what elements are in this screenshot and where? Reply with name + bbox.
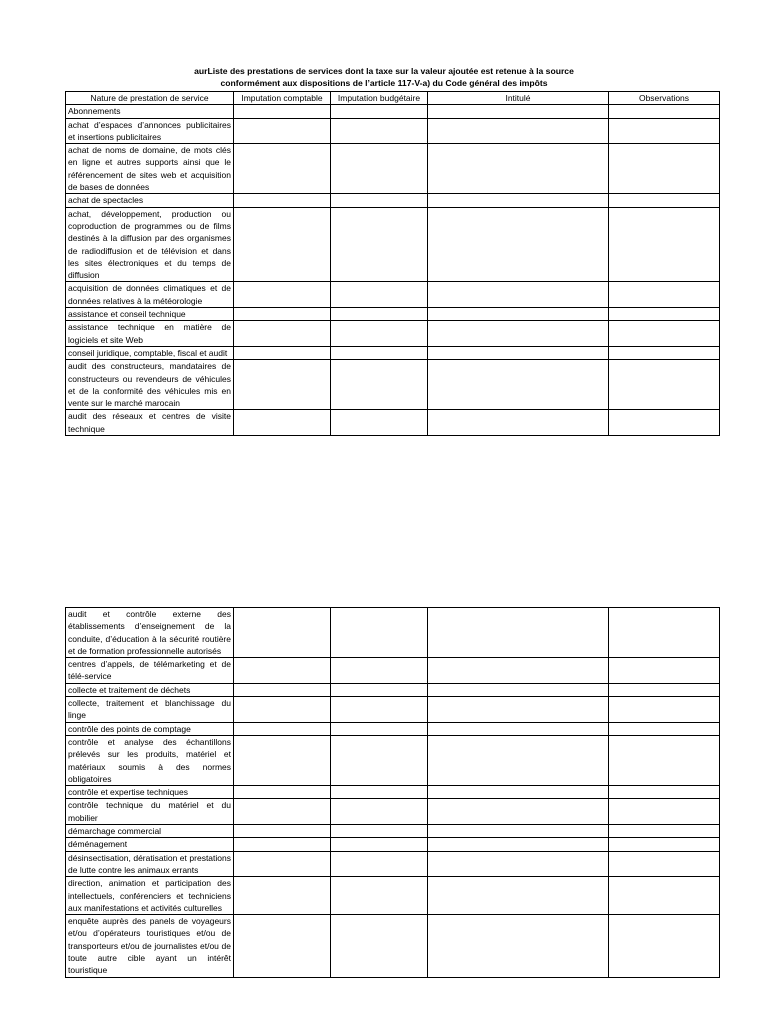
intitule-cell [428,786,609,799]
table-row [66,877,720,915]
imputation-comptable-cell [234,838,331,851]
imputation-budgetaire-cell [331,838,428,851]
imputation-comptable-cell [234,683,331,696]
service-nature-cell: collecte et traitement de déchets [66,683,234,696]
imputation-comptable-cell [234,321,331,347]
table-row [66,722,720,735]
intitule-cell [428,308,609,321]
imputation-budgetaire-cell [331,360,428,410]
imputation-comptable-cell [234,346,331,359]
service-nature-cell: audit des réseaux et centres de visite technique [66,410,234,436]
imputation-budgetaire-cell [331,697,428,723]
service-nature-cell: direction, animation et participation des intellectuels, conférenciers et techniciens aux manifestations et activités culturelles [66,877,234,915]
service-nature-cell: Abonnements [66,105,234,118]
imputation-comptable-cell [234,799,331,825]
intitule-cell [428,683,609,696]
observations-cell [609,308,720,321]
document-title-line-2: conformément aux dispositions de l’article 117-V-a) du Code général des impôts [220,78,548,88]
imputation-comptable-cell [234,194,331,207]
service-nature-cell: contrôle des points de comptage [66,722,234,735]
imputation-comptable-cell [234,360,331,410]
observations-cell [609,697,720,723]
intitule-cell [428,722,609,735]
service-nature-cell: assistance et conseil technique [66,308,234,321]
intitule-cell [428,410,609,436]
table-row [66,838,720,851]
table-row [66,851,720,877]
imputation-budgetaire-cell [331,144,428,194]
observations-cell [609,735,720,785]
imputation-comptable-cell [234,915,331,977]
imputation-budgetaire-cell [331,735,428,785]
intitule-cell [428,608,609,658]
observations-cell [609,105,720,118]
observations-cell [609,608,720,658]
imputation-budgetaire-cell [331,105,428,118]
intitule-cell [428,697,609,723]
intitule-cell [428,118,609,144]
imputation-comptable-cell [234,825,331,838]
service-nature-cell: acquisition de données climatiques et de données relatives à la météorologie [66,282,234,308]
service-nature-cell: démarchage commercial [66,825,234,838]
observations-cell [609,683,720,696]
observations-cell [609,282,720,308]
imputation-comptable-cell [234,735,331,785]
service-nature-cell: collecte, traitement et blanchissage du linge [66,697,234,723]
imputation-budgetaire-cell [331,207,428,282]
imputation-comptable-cell [234,697,331,723]
observations-cell [609,877,720,915]
intitule-cell [428,877,609,915]
table-row [66,346,720,359]
imputation-budgetaire-cell [331,410,428,436]
imputation-budgetaire-cell [331,683,428,696]
intitule-cell [428,207,609,282]
table-row [66,410,720,436]
intitule-cell [428,838,609,851]
imputation-budgetaire-cell [331,851,428,877]
imputation-comptable-cell [234,410,331,436]
service-nature-cell: achat d’espaces d’annonces publicitaires et insertions publicitaires [66,118,234,144]
intitule-cell [428,194,609,207]
observations-cell [609,838,720,851]
observations-cell [609,346,720,359]
observations-cell [609,851,720,877]
observations-cell [609,786,720,799]
service-nature-cell: contrôle et analyse des échantillons prélevés sur les produits, matériel et matériaux soumis à des normes obligatoires [66,735,234,785]
table-row [66,360,720,410]
service-nature-cell: centres d’appels, de télémarketing et de télé-service [66,658,234,684]
header-imputation-budgetaire: Imputation budgétaire [331,92,428,105]
imputation-comptable-cell [234,308,331,321]
table-row [66,194,720,207]
observations-cell [609,360,720,410]
table-row [66,308,720,321]
table-row [66,608,720,658]
imputation-comptable-cell [234,118,331,144]
service-nature-cell: achat, développement, production ou coproduction de programmes ou de films destinés à la diffusion par des organismes de radiodiffusion et de télévision et dans les sites électroniques et du temps de diffusion [66,207,234,282]
table-row [66,735,720,785]
imputation-comptable-cell [234,877,331,915]
imputation-comptable-cell [234,282,331,308]
imputation-budgetaire-cell [331,321,428,347]
intitule-cell [428,144,609,194]
intitule-cell [428,851,609,877]
table-row [66,658,720,684]
observations-cell [609,799,720,825]
imputation-budgetaire-cell [331,722,428,735]
imputation-budgetaire-cell [331,825,428,838]
header-observations: Observations [609,92,720,105]
service-nature-cell: achat de noms de domaine, de mots clés en ligne et autres supports ainsi que le référencement de sites web et acquisition de bases de données [66,144,234,194]
intitule-cell [428,360,609,410]
imputation-comptable-cell [234,144,331,194]
service-nature-cell: désinsectisation, dératisation et prestations de lutte contre les animaux errants [66,851,234,877]
imputation-comptable-cell [234,722,331,735]
imputation-budgetaire-cell [331,194,428,207]
observations-cell [609,722,720,735]
observations-cell [609,118,720,144]
imputation-budgetaire-cell [331,118,428,144]
observations-cell [609,207,720,282]
imputation-budgetaire-cell [331,658,428,684]
table-row [66,683,720,696]
observations-cell [609,321,720,347]
observations-cell [609,825,720,838]
intitule-cell [428,799,609,825]
imputation-comptable-cell [234,786,331,799]
service-nature-cell: contrôle technique du matériel et du mobilier [66,799,234,825]
imputation-budgetaire-cell [331,346,428,359]
service-nature-cell: achat de spectacles [66,194,234,207]
table-row [66,144,720,194]
imputation-budgetaire-cell [331,799,428,825]
table-header-row [66,92,720,105]
imputation-budgetaire-cell [331,308,428,321]
observations-cell [609,915,720,977]
table-row [66,321,720,347]
intitule-cell [428,321,609,347]
imputation-budgetaire-cell [331,915,428,977]
imputation-comptable-cell [234,658,331,684]
intitule-cell [428,346,609,359]
intitule-cell [428,735,609,785]
intitule-cell [428,105,609,118]
observations-cell [609,658,720,684]
service-nature-cell: enquête auprès des panels de voyageurs et/ou d’opérateurs touristiques et/ou de transporteurs et/ou de journalistes et/ou de toute autre cible ayant un intérêt touristique [66,915,234,977]
header-intitule: Intitulé [428,92,609,105]
services-table-part-2 [65,607,720,978]
service-nature-cell: audit des constructeurs, mandataires de constructeurs ou revendeurs de véhicules et de la conformité des véhicules mis en vente sur le marché marocain [66,360,234,410]
observations-cell [609,144,720,194]
table-row [66,799,720,825]
service-nature-cell: audit et contrôle externe des établissements d’enseignement de la conduite, d’éducation à la sécurité routière et de formation professionnelle autorisés [66,608,234,658]
imputation-comptable-cell [234,105,331,118]
imputation-comptable-cell [234,608,331,658]
intitule-cell [428,658,609,684]
table-row [66,207,720,282]
intitule-cell [428,915,609,977]
service-nature-cell: conseil juridique, comptable, fiscal et audit [66,346,234,359]
table-row [66,105,720,118]
service-nature-cell: contrôle et expertise techniques [66,786,234,799]
header-nature: Nature de prestation de service [66,92,234,105]
table-row [66,786,720,799]
intitule-cell [428,282,609,308]
intitule-cell [428,825,609,838]
header-imputation-comptable: Imputation comptable [234,92,331,105]
services-table-part-1 [65,91,720,436]
imputation-budgetaire-cell [331,786,428,799]
table-row [66,697,720,723]
imputation-budgetaire-cell [331,877,428,915]
document-title-line-1: aurListe des prestations de services dont la taxe sur la valeur ajoutée est retenue à la source [194,66,574,76]
service-nature-cell: assistance technique en matière de logiciels et site Web [66,321,234,347]
observations-cell [609,194,720,207]
imputation-budgetaire-cell [331,608,428,658]
service-nature-cell: déménagement [66,838,234,851]
imputation-comptable-cell [234,851,331,877]
table-row [66,825,720,838]
observations-cell [609,410,720,436]
table-row [66,915,720,977]
table-row [66,118,720,144]
imputation-comptable-cell [234,207,331,282]
table-row [66,282,720,308]
imputation-budgetaire-cell [331,282,428,308]
